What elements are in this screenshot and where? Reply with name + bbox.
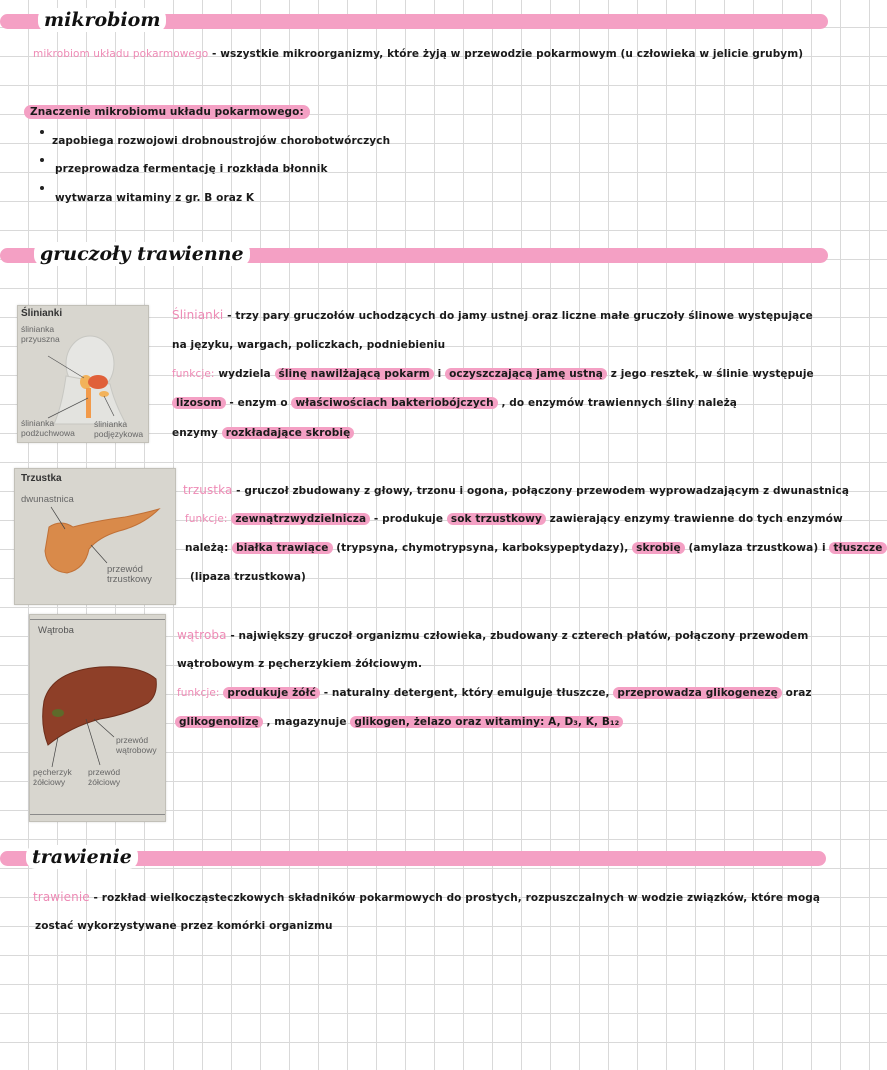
figure-rule <box>30 814 165 815</box>
highlight: ślinę nawilżającą pokarm <box>275 368 434 380</box>
bullet-dot <box>40 158 44 162</box>
bullet-dot <box>40 130 44 134</box>
figure-title: Ślinianki <box>21 308 63 319</box>
highlight: glikogenolizę <box>175 716 263 728</box>
text: - enzym o <box>229 397 288 409</box>
figure-label: przewód trzustkowy <box>107 564 152 585</box>
text: z jego resztek, w ślinie występuje <box>610 368 814 380</box>
highlight: skrobię <box>632 542 685 554</box>
text: - największy gruczoł organizmu człowieka, zbudowany z czterech płatów, połączony przewodem <box>230 630 809 642</box>
figure-title: Wątroba <box>38 625 74 636</box>
trawienie-line-2: zostać wykorzystywane przez komórki organizmu <box>35 920 333 932</box>
highlight: rozkładające skrobię <box>222 427 355 439</box>
text: i <box>437 368 442 380</box>
text: - produkuje <box>373 513 444 525</box>
trzustka-line-3 <box>185 540 887 556</box>
mikrobiom-definition <box>33 46 803 62</box>
slinianki-line-2: na języku, wargach, policzkach, podniebieniu <box>172 339 446 351</box>
text: (trypsyna, chymotrypsyna, karboksypeptydazy), <box>336 542 629 554</box>
figure-label: ślinianka podjęzykowa <box>94 419 144 439</box>
figure-label: ślinianka podżuchwowa <box>21 418 75 438</box>
definition-text: - wszystkie mikroorganizmy, które żyją w przewodzie pokarmowym (u człowieka w jelicie grubym) <box>212 48 804 60</box>
trzustka-line-1 <box>183 482 849 499</box>
term-slinianki: Ślinianki <box>172 308 224 322</box>
functions-label: funkcje: <box>177 687 220 699</box>
slinianki-line-3 <box>172 366 814 382</box>
highlight: oczyszczającą jamę ustną <box>445 368 607 380</box>
highlight: sok trzustkowy <box>447 513 546 525</box>
highlight: właściwościach bakteriobójczych <box>291 397 497 409</box>
importance-title <box>24 104 310 120</box>
figure-label: pęcherzyk żółciowy <box>33 767 72 787</box>
text: - gruczoł zbudowany z głowy, trzonu i ogona, połączony przewodem wyprowadzającym z dwunastnicą <box>236 485 850 497</box>
trawienie-line-1 <box>33 889 820 906</box>
text: enzymy <box>172 427 218 439</box>
highlight: lizosom <box>172 397 226 409</box>
trzustka-line-2 <box>185 511 843 527</box>
text: , do enzymów trawiennych śliny należą <box>501 397 737 409</box>
liver-illustration-icon <box>30 615 165 821</box>
highlight: białka trawiące <box>232 542 332 554</box>
bullet-item: zapobiega rozwojowi drobnoustrojów chorobotwórczych <box>52 135 391 147</box>
figure-title: Trzustka <box>21 473 62 484</box>
watroba-line-4 <box>175 714 623 730</box>
watroba-line-2: wątrobowym z pęcherzykiem żółciowym. <box>177 658 423 670</box>
slinianki-line-4 <box>172 395 737 411</box>
figure-slinianki <box>17 305 149 443</box>
functions-label: funkcje: <box>185 513 228 525</box>
heading-trawienie: trawienie <box>26 845 138 869</box>
figure-label: dwunastnica <box>21 494 74 505</box>
watroba-line-3 <box>177 685 812 701</box>
figure-watroba <box>29 614 166 822</box>
highlight: glikogen, żelazo oraz witaminy: A, D₃, K, B₁₂ <box>350 716 623 728</box>
term-trzustka: trzustka <box>183 483 233 497</box>
highlight: zewnątrzwydzielnicza <box>231 513 370 525</box>
highlight: przeprowadza glikogenezę <box>613 687 781 699</box>
text: - rozkład wielkocząsteczkowych składników pokarmowych do prostych, rozpuszczalnych w wodzie związków, które mogą <box>93 892 821 904</box>
text: oraz <box>785 687 812 699</box>
highlight: tłuszcze <box>829 542 886 554</box>
text: wydziela <box>218 368 271 380</box>
heading-mikrobiom: mikrobiom <box>38 8 166 32</box>
heading-gruczoly: gruczoły trawienne <box>34 242 250 266</box>
functions-label: funkcje: <box>172 368 215 380</box>
importance-title-highlight: Znaczenie mikrobiomu układu pokarmowego: <box>24 105 310 119</box>
slinianki-line-1 <box>172 307 813 324</box>
bullet-item: przeprowadza fermentację i rozkłada błonnik <box>55 163 328 175</box>
bullet-item: wytwarza witaminy z gr. B oraz K <box>55 192 255 204</box>
bullet-dot <box>40 186 44 190</box>
slinianki-line-5 <box>172 425 354 441</box>
highlight: produkuje żółć <box>223 687 320 699</box>
watroba-line-1 <box>177 627 808 644</box>
figure-label: przewód żółciowy <box>88 767 121 787</box>
term-watroba: wątroba <box>177 628 227 642</box>
figure-label: przewód wątrobowy <box>116 735 157 755</box>
figure-label: ślinianka przyuszna <box>21 324 60 344</box>
text: - trzy pary gruczołów uchodzących do jamy ustnej oraz liczne małe gruczoły ślinowe występujące <box>227 310 813 322</box>
text: (amylaza trzustkowa) i <box>688 542 826 554</box>
text: zawierający enzymy trawienne do tych enzymów <box>549 513 843 525</box>
term-mikrobiom: mikrobiom układu pokarmowego <box>33 48 209 60</box>
figure-trzustka <box>14 468 176 605</box>
text: , magazynuje <box>266 716 347 728</box>
term-trawienie: trawienie <box>33 890 90 904</box>
text: należą: <box>185 542 229 554</box>
text: - naturalny detergent, który emulguje tłuszcze, <box>323 687 610 699</box>
trzustka-line-4: (lipaza trzustkowa) <box>190 571 306 583</box>
